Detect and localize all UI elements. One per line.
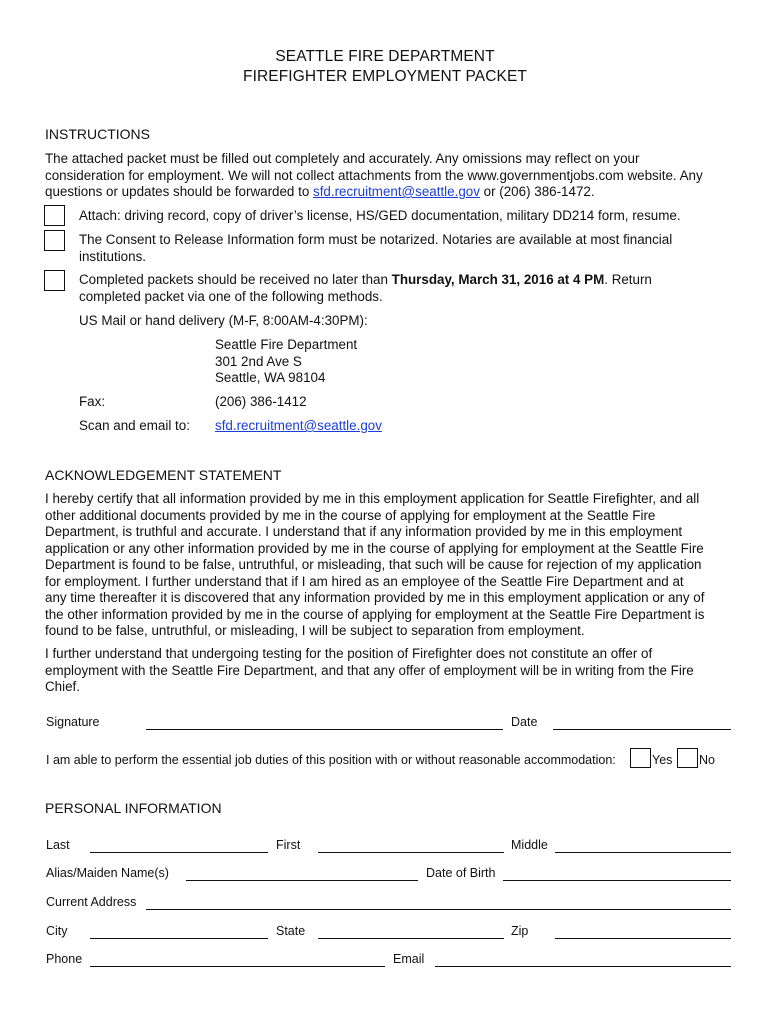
middle-name-field[interactable] [555, 852, 731, 853]
mailing-address [215, 337, 357, 387]
ability-no-checkbox[interactable] [677, 748, 698, 768]
checklist-item-notary [79, 232, 719, 265]
deadline-prefix: Completed packets should be received no later than [79, 272, 392, 287]
intro-line: consideration for employment. We will not collect attachments from the www.governmentjobs.com website. Any [45, 167, 703, 183]
first-name-field[interactable] [318, 852, 504, 853]
city-label: City [46, 924, 68, 938]
personal-info-heading: PERSONAL INFORMATION [45, 800, 222, 816]
ack-line: Department, is truthful and accurate. I understand that if any information provided by me in this employment [45, 524, 683, 539]
ack-line: any time thereafter it is discovered that any information provided by me in this employment application or any of [45, 590, 705, 605]
ack-line: I further understand that undergoing testing for the position of Firefighter does not constitute an offer of [45, 646, 653, 661]
dob-label: Date of Birth [426, 866, 496, 880]
acknowledgement-heading: ACKNOWLEDGEMENT STATEMENT [45, 467, 282, 483]
instructions-heading: INSTRUCTIONS [45, 126, 150, 142]
state-field[interactable] [318, 938, 504, 939]
dob-field[interactable] [503, 880, 731, 881]
deadline-date: Thursday, March 31, 2016 at 4 PM [391, 272, 605, 287]
deadline-line: completed packet via one of the following methods. [79, 288, 383, 304]
intro-line3-suffix: or (206) 386-1472. [479, 184, 595, 199]
state-label: State [276, 924, 306, 938]
last-name-label: Last [46, 838, 70, 852]
address-line: Seattle Fire Department [215, 337, 358, 352]
last-name-field[interactable] [90, 852, 268, 853]
alias-field[interactable] [186, 880, 418, 881]
ability-yes-checkbox[interactable] [630, 748, 651, 768]
email-field[interactable] [435, 966, 731, 967]
ack-line: employment with the Seattle Fire Department, and that any offer of employment will be in writing from the Fire [45, 662, 694, 678]
current-address-label: Current Address [46, 895, 137, 909]
acknowledgement-paragraph-1 [45, 491, 735, 640]
phone-field[interactable] [90, 966, 385, 967]
email-label: Email [393, 952, 425, 966]
ack-line: other additional documents provided by me in the course of applying for employment at the Seattle Fire [45, 507, 656, 523]
signature-field[interactable] [146, 729, 503, 730]
ack-line: the other information provided by me in the course of applying for employment at the Seattle Fire Department is [45, 606, 705, 622]
zip-field[interactable] [555, 938, 731, 939]
current-address-field[interactable] [146, 909, 731, 910]
address-line: 301 2nd Ave S [215, 353, 302, 369]
signature-label: Signature [46, 715, 100, 729]
deadline-checkbox[interactable] [44, 270, 65, 291]
ack-line: found to be false, untruthful, or misleading, I will be subject to separation from employment. [45, 623, 585, 638]
deadline-suffix: . Return [604, 272, 652, 287]
notary-line: The Consent to Release Information form must be notarized. Notaries are available at most financial [79, 232, 673, 247]
checklist-item-attach: Attach: driving record, copy of driver’s license, HS/GED documentation, military DD214 form, resume. [79, 208, 681, 223]
ability-question: I am able to perform the essential job duties of this position with or without reasonable accommodation: [46, 753, 616, 767]
date-label: Date [511, 715, 538, 729]
yes-label: Yes [652, 753, 673, 767]
scan-email-label: Scan and email to: [79, 418, 190, 433]
first-name-label: First [276, 838, 301, 852]
recruitment-email-link[interactable]: sfd.recruitment@seattle.gov [313, 184, 480, 199]
attach-documents-checkbox[interactable] [44, 205, 65, 226]
address-line: Seattle, WA 98104 [215, 370, 326, 385]
form-title: SEATTLE FIRE DEPARTMENT [275, 48, 495, 65]
intro-line [45, 184, 735, 201]
form-subtitle: FIREFIGHTER EMPLOYMENT PACKET [243, 68, 527, 85]
deadline-line [79, 272, 719, 289]
intro-line3-prefix: questions or updates should be forwarded to [45, 184, 313, 199]
ack-line: Chief. [45, 679, 80, 694]
ack-line: application or any other information provided by me in the course of applying for employment at the Seattle Fire [45, 540, 704, 556]
scan-email-link[interactable]: sfd.recruitment@seattle.gov [215, 418, 382, 433]
zip-label: Zip [511, 924, 529, 938]
fax-label: Fax: [79, 394, 106, 409]
notary-line: institutions. [79, 248, 146, 264]
notarized-consent-checkbox[interactable] [44, 230, 65, 251]
mail-delivery-label: US Mail or hand delivery (M-F, 8:00AM-4:30PM): [79, 313, 368, 328]
no-label: No [699, 753, 715, 767]
city-field[interactable] [90, 938, 268, 939]
middle-name-label: Middle [511, 838, 548, 852]
date-field[interactable] [553, 729, 731, 730]
ack-line: I hereby certify that all information provided by me in this employment application for Seattle Firefighter, and all [45, 491, 700, 506]
phone-label: Phone [46, 952, 83, 966]
instructions-intro [45, 151, 735, 201]
fax-number: (206) 386-1412 [215, 394, 307, 409]
alias-label: Alias/Maiden Name(s) [46, 866, 169, 880]
intro-line: The attached packet must be filled out completely and accurately. Any omissions may reflect on your [45, 151, 640, 166]
ack-line: Department is found to be false, untruthful, or misleading, that such will be cause for rejection of my application [45, 557, 702, 572]
ack-line: for employment. I further understand that if I am hired as an employee of the Seattle Fire Department and at [45, 573, 684, 589]
checklist-item-deadline [79, 272, 719, 305]
acknowledgement-paragraph-2 [45, 646, 735, 696]
